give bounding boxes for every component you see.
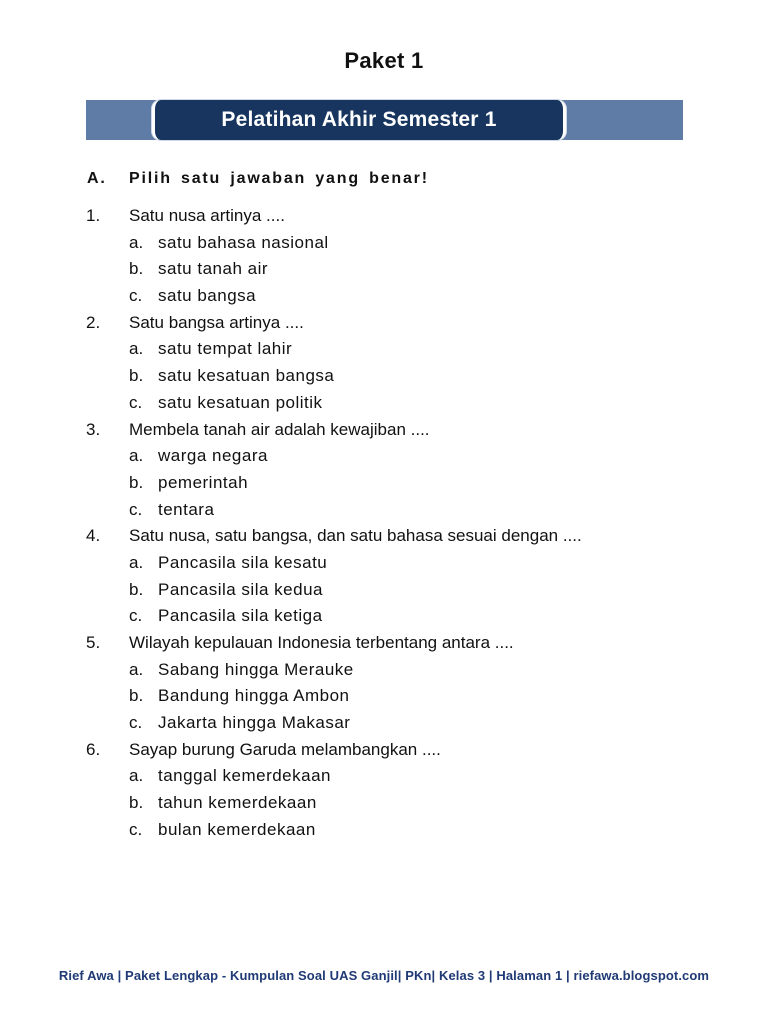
option-text: Bandung hingga Ambon (158, 686, 350, 706)
page-footer: Rief Awa | Paket Lengkap - Kumpulan Soal UAS Ganjil| PKn| Kelas 3 | Halaman 1 | riefawa.blogspot.com (58, 968, 710, 983)
answer-option (86, 550, 726, 577)
answer-option (86, 283, 726, 310)
question-text: Satu nusa artinya .... (129, 206, 285, 225)
question-row (86, 523, 726, 550)
answer-option (86, 363, 726, 390)
option-text: satu bangsa (158, 286, 257, 306)
answer-option (86, 817, 726, 844)
section-instruction: Pilih satu jawaban yang benar! (129, 170, 429, 187)
option-text: pemerintah (158, 472, 249, 492)
section-letter: A. (87, 170, 107, 187)
option-letter: a. (129, 339, 144, 359)
option-text: satu kesatuan bangsa (158, 366, 335, 386)
option-text: satu tempat lahir (158, 339, 293, 359)
banner-title: Pelatihan Akhir Semester 1 (221, 108, 497, 131)
option-letter: a. (129, 232, 144, 252)
answer-option (86, 763, 726, 790)
answer-option (86, 603, 726, 630)
answer-option (86, 230, 726, 257)
option-text: Pancasila sila kedua (158, 579, 323, 599)
option-letter: c. (129, 606, 143, 626)
question-number: 5. (86, 633, 101, 652)
question-text: Satu nusa, satu bangsa, dan satu bahasa sesuai dengan .... (129, 526, 582, 546)
question-row (86, 203, 726, 230)
answer-option (86, 497, 726, 524)
option-letter: b. (129, 793, 144, 813)
option-letter: c. (129, 713, 143, 733)
option-letter: b. (129, 259, 144, 279)
question-text: Satu bangsa artinya .... (129, 312, 304, 332)
option-letter: c. (129, 392, 143, 412)
answer-option (86, 390, 726, 417)
option-text: satu tanah air (158, 259, 269, 279)
option-text: Sabang hingga Merauke (158, 659, 354, 679)
question-list (86, 203, 726, 844)
option-letter: c. (129, 499, 143, 519)
question-number: 3. (86, 419, 101, 439)
answer-option (86, 657, 726, 684)
option-letter: b. (129, 686, 144, 706)
option-text: tanggal kemerdekaan (158, 766, 332, 786)
question-row (86, 630, 726, 657)
option-text: satu bahasa nasional (158, 232, 329, 252)
answer-option (86, 336, 726, 363)
answer-option (86, 443, 726, 470)
answer-option (86, 790, 726, 817)
option-text: Pancasila sila ketiga (158, 606, 323, 626)
answer-option (86, 256, 726, 283)
answer-option (86, 470, 726, 497)
option-text: Pancasila sila kesatu (158, 552, 328, 572)
question-number: 4. (86, 526, 101, 546)
answer-option (86, 577, 726, 604)
option-letter: a. (129, 659, 144, 679)
option-letter: a. (129, 446, 144, 466)
question-number: 1. (86, 206, 101, 225)
question-row (86, 310, 726, 337)
question-row (86, 737, 726, 764)
header-banner-pill (152, 100, 566, 140)
question-number: 2. (86, 312, 101, 332)
option-letter: a. (129, 552, 144, 572)
question-row (86, 417, 726, 444)
option-text: Jakarta hingga Makasar (158, 713, 351, 733)
option-letter: c. (129, 286, 143, 306)
option-text: tentara (158, 499, 215, 519)
option-letter: b. (129, 579, 144, 599)
option-letter: b. (129, 366, 144, 386)
question-number: 6. (86, 739, 101, 759)
option-text: bulan kemerdekaan (158, 819, 316, 839)
option-letter: b. (129, 472, 144, 492)
option-letter: a. (129, 766, 144, 786)
question-text: Membela tanah air adalah kewajiban .... (129, 419, 430, 439)
question-text: Sayap burung Garuda melambangkan .... (129, 739, 441, 759)
option-text: warga negara (158, 446, 268, 466)
option-text: tahun kemerdekaan (158, 793, 317, 813)
option-text: satu kesatuan politik (158, 392, 323, 412)
answer-option (86, 710, 726, 737)
section-heading (87, 170, 429, 188)
page-title: Paket 1 (344, 48, 424, 73)
option-letter: c. (129, 819, 143, 839)
answer-option (86, 683, 726, 710)
question-text: Wilayah kepulauan Indonesia terbentang antara .... (129, 633, 514, 652)
